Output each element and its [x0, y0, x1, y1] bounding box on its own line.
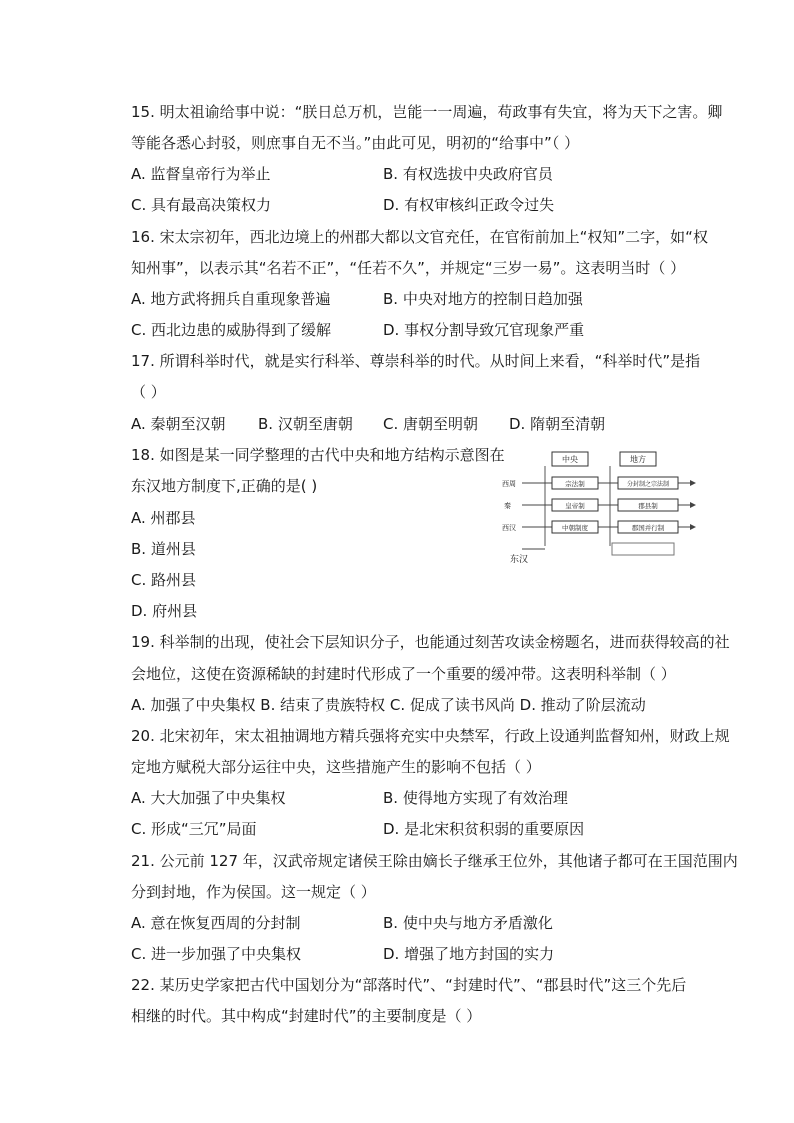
- q21-stem-line1: 21. 公元前 127 年，汉武帝规定诸侯王除由嫡长子继承王位外，其他诸子都可在王国范围内: [131, 852, 738, 870]
- q16-stem-line1: 16. 宋太宗初年，西北边境上的州郡大都以文官充任，在官衔前加上“权知”二字，如“权: [131, 228, 708, 246]
- q18-stem-line2: 东汉地方制度下,正确的是( ): [131, 477, 318, 495]
- q15-stem-line1: 15. 明太祖谕给事中说：“朕日总万机，岂能一一周遍，苟政事有失宜，将为天下之害。卿: [131, 103, 723, 121]
- q15-option-b: B. 有权选拔中央政府官员: [383, 165, 553, 183]
- q17-option-a: A. 秦朝至汉朝: [131, 415, 226, 433]
- row-central-label: 中朝制度: [562, 524, 588, 532]
- q21-option-d: D. 增强了地方封国的实力: [383, 945, 555, 963]
- row-era-label: 西汉: [502, 524, 516, 532]
- q18-option-a: A. 州郡县: [131, 509, 196, 527]
- q17-option-d: D. 隋朝至清朝: [509, 415, 606, 433]
- row-era-label: 东汉: [510, 555, 529, 565]
- q17-stem-line1: 17. 所谓科举时代，就是实行科举、尊崇科举的时代。从时间上来看，“科举时代”是指: [131, 352, 701, 370]
- q20-option-c: C. 形成“三冗”局面: [131, 820, 257, 838]
- q15-option-a: A. 监督皇帝行为举止: [131, 165, 271, 183]
- row-arrow: [690, 502, 696, 508]
- q16-option-d: D. 事权分割导致冗官现象严重: [383, 321, 585, 339]
- q21-stem-line2: 分到封地，作为侯国。这一规定（ ）: [131, 883, 376, 901]
- row-arrow: [690, 480, 696, 486]
- row-central-label: 皇帝制: [565, 502, 585, 510]
- q17-option-c: C. 唐朝至明朝: [383, 415, 479, 433]
- header-central-label: 中央: [562, 455, 578, 464]
- q15-option-c: C. 具有最高决策权力: [131, 196, 272, 214]
- q19-stem-line2: 会地位，这使在资源稀缺的封建时代形成了一个重要的缓冲带。这表明科举制（ ）: [131, 665, 676, 683]
- q16-option-a: A. 地方武将拥兵自重现象普遍: [131, 290, 331, 308]
- q20-stem-line1: 20. 北宋初年，宋太祖抽调地方精兵强将充实中央禁军，行政上设通判监督知州，财政上规: [131, 727, 730, 745]
- q18-stem-line1: 18. 如图是某一同学整理的古代中央和地方结构示意图在: [131, 446, 505, 464]
- row-local-empty-box: [612, 543, 674, 555]
- q17-stem-line2: （ ）: [131, 383, 166, 401]
- row-central-label: 宗法制: [565, 480, 585, 488]
- q18-option-b: B. 道州县: [131, 540, 196, 558]
- q21-option-b: B. 使中央与地方矛盾激化: [383, 914, 553, 932]
- q22-stem-line2: 相继的时代。其中构成“封建时代”的主要制度是（ ）: [131, 1007, 482, 1025]
- q16-option-c: C. 西北边患的威胁得到了缓解: [131, 321, 332, 339]
- row-era-label: 秦: [504, 502, 511, 510]
- row-local-label: 郡国并行制: [631, 524, 665, 532]
- row-local-label: 分封制之宗法制: [626, 481, 670, 488]
- header-local-label: 地方: [630, 455, 646, 464]
- q17-option-b: B. 汉朝至唐朝: [258, 415, 353, 433]
- q15-option-d: D. 有权审核纠正政令过失: [383, 196, 555, 214]
- q20-option-d: D. 是北宋积贫积弱的重要原因: [383, 820, 585, 838]
- q20-option-a: A. 大大加强了中央集权: [131, 789, 286, 807]
- row-era-label: 西周: [502, 480, 516, 488]
- q20-stem-line2: 定地方赋税大部分运往中央，这些措施产生的影响不包括（ ）: [131, 758, 541, 776]
- q21-option-c: C. 进一步加强了中央集权: [131, 945, 302, 963]
- q20-option-b: B. 使得地方实现了有效治理: [383, 789, 568, 807]
- structure-diagram: [500, 448, 700, 566]
- q16-stem-line2: 知州事”，以表示其“名若不正”，“任若不久”，并规定“三岁一易”。这表明当时（ ）: [131, 259, 686, 277]
- row-arrow: [690, 524, 696, 530]
- q19-stem-line1: 19. 科举制的出现，使社会下层知识分子，也能通过刻苦攻读金榜题名，进而获得较高的社: [131, 633, 730, 651]
- q21-option-a: A. 意在恢复西周的分封制: [131, 914, 301, 932]
- q19-options: A. 加强了中央集权 B. 结束了贵族特权 C. 促成了读书风尚 D. 推动了阶层流动: [131, 696, 646, 714]
- q18-option-c: C. 路州县: [131, 571, 197, 589]
- q15-stem-line2: 等能各悉心封驳，则庶事自无不当。”由此可见，明初的“给事中”（ ）: [131, 134, 580, 152]
- row-local-label: 郡县制: [638, 502, 658, 510]
- q18-option-d: D. 府州县: [131, 602, 198, 620]
- structure-diagram-svg: [500, 448, 700, 566]
- q16-option-b: B. 中央对地方的控制日趋加强: [383, 290, 583, 308]
- q22-stem-line1: 22. 某历史学家把古代中国划分为“部落时代”、“封建时代”、“郡县时代”这三个先后: [131, 976, 687, 994]
